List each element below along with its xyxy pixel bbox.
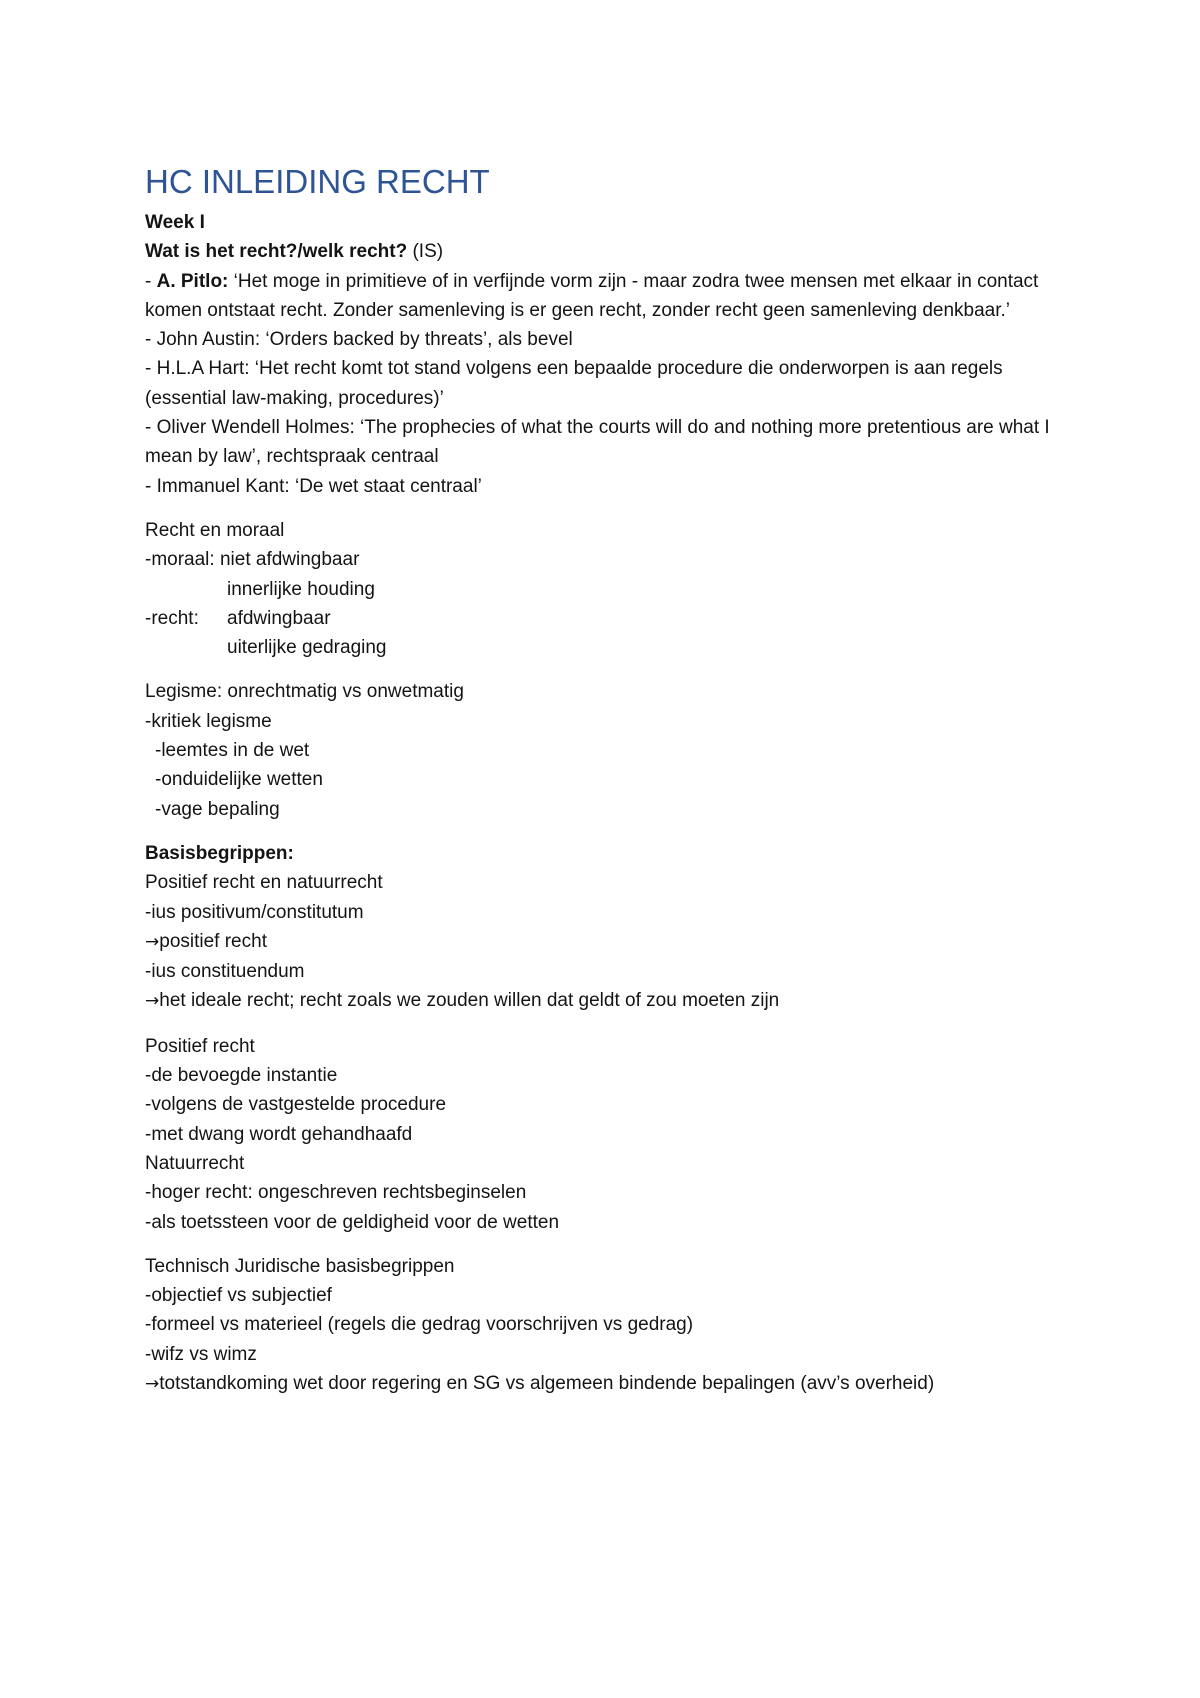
definition-item [145, 413, 1065, 472]
section-heading: Positief recht [145, 1035, 255, 1057]
arrow-right-icon: → [145, 1373, 160, 1394]
definition-text: ‘Het moge in primitieve of in verfijnde vorm zijn - maar zodra twee mensen met elkaar in contact komen ontstaat recht. Zonder samenleving is er geen recht, zonder recht geen samenleving denkbaar.’ [145, 270, 1044, 321]
definition-author: John Austin: [156, 329, 261, 351]
list-item: -hoger recht: ongeschreven rechtsbeginselen [145, 1182, 527, 1204]
definition-text: ‘De wet staat centraal’ [289, 475, 482, 497]
definition-dash: - [145, 358, 157, 380]
subsection-heading: Natuurrecht [145, 1152, 245, 1174]
question-bold: Wat is het recht?/welk recht? [145, 241, 408, 263]
arrow-right-icon: → [145, 991, 160, 1012]
recht-line [145, 604, 1065, 633]
question-line [145, 237, 1065, 266]
list-item-text: -ius constituendum [145, 961, 305, 983]
list-item-text: het ideale recht; recht zoals we zouden willen dat geldt of zou moeten zijn [159, 990, 780, 1012]
recht-value: afdwingbaar [227, 607, 331, 629]
list-item [145, 1369, 1065, 1399]
section-heading: Recht en moraal [145, 519, 285, 541]
list-item: -als toetssteen voor de geldigheid voor de wetten [145, 1211, 560, 1233]
list-item-text: -ius positivum/constitutum [145, 901, 364, 923]
moraal-value: niet afdwingbaar [219, 549, 360, 571]
definition-author: Oliver Wendell Holmes: [156, 417, 355, 439]
recht-label: -recht: [145, 607, 199, 629]
list-item-text: -wifz vs wimz [145, 1343, 257, 1365]
list-item [145, 1281, 1065, 1310]
list-item [145, 1340, 1065, 1369]
list-item [145, 898, 1065, 927]
definition-text: ‘Orders backed by threats’, als bevel [260, 329, 573, 351]
definition-dash: - [145, 417, 157, 439]
list-item [145, 927, 1065, 957]
definition-text: ‘The prophecies of what the courts will do and nothing more pretentious are what I mean by law’, rechtspraak centraal [145, 417, 1055, 468]
paragraph-gap [145, 1017, 1065, 1032]
list-item [145, 957, 1065, 986]
list-item [145, 1310, 1065, 1339]
list-item: -onduidelijke wetten [155, 769, 323, 791]
list-item-text: positief recht [159, 930, 267, 952]
section-technisch-juridisch [145, 1252, 1065, 1399]
paragraph-gap [145, 824, 1065, 839]
definition-item [145, 472, 1065, 501]
list-item-text: totstandkoming wet door regering en SG vs algemeen bindende bepalingen (avv’s overheid) [159, 1372, 935, 1394]
moraal-line [145, 545, 1065, 574]
document-body [145, 162, 1065, 1399]
definition-item [145, 325, 1065, 354]
section-heading: Technisch Juridische basisbegrippen [145, 1255, 455, 1277]
paragraph-gap [145, 662, 1065, 677]
section-heading: Basisbegrippen: [145, 842, 294, 864]
week-heading: Week I [145, 212, 205, 233]
paragraph-gap [145, 501, 1065, 516]
definition-dash: - [145, 270, 157, 292]
arrow-right-icon: → [145, 931, 160, 952]
section-positief-recht [145, 1032, 1065, 1237]
paragraph-gap [145, 1237, 1065, 1252]
definition-item [145, 267, 1065, 326]
definition-text: ‘Het recht komt tot stand volgens een bepaalde procedure die onderworpen is aan regels (essential law-making, procedures)’ [145, 358, 1008, 409]
recht-line: uiterlijke gedraging [227, 637, 387, 659]
definition-dash: - [145, 329, 157, 351]
moraal-label: -moraal: [145, 549, 215, 571]
definition-author: Immanuel Kant: [156, 475, 290, 497]
definition-author: A. Pitlo: [156, 270, 229, 292]
subsection-heading: Positief recht en natuurrecht [145, 872, 383, 894]
section-heading: Legisme: onrechtmatig vs onwetmatig [145, 681, 464, 703]
section-legisme [145, 677, 1065, 823]
definition-list [145, 267, 1065, 501]
section-basisbegrippen [145, 839, 1065, 1017]
question-rest: (IS) [407, 241, 444, 263]
list-item: -kritiek legisme [145, 710, 272, 732]
list-item: -volgens de vastgestelde procedure [145, 1094, 447, 1116]
list-item-text: -formeel vs materieel (regels die gedrag voorschrijven vs gedrag) [145, 1314, 694, 1336]
definition-author: H.L.A Hart: [156, 358, 250, 380]
list-item: -leemtes in de wet [155, 740, 310, 762]
list-item-text: -objectief vs subjectief [145, 1285, 332, 1307]
moraal-line: innerlijke houding [227, 578, 375, 600]
definition-item [145, 354, 1065, 413]
list-item: -vage bepaling [155, 798, 280, 820]
list-item: -de bevoegde instantie [145, 1065, 338, 1087]
list-item: -met dwang wordt gehandhaafd [145, 1123, 413, 1145]
page-title: HC INLEIDING RECHT [145, 163, 490, 200]
definition-dash: - [145, 475, 157, 497]
list-item [145, 986, 1065, 1016]
section-recht-en-moraal [145, 516, 1065, 662]
